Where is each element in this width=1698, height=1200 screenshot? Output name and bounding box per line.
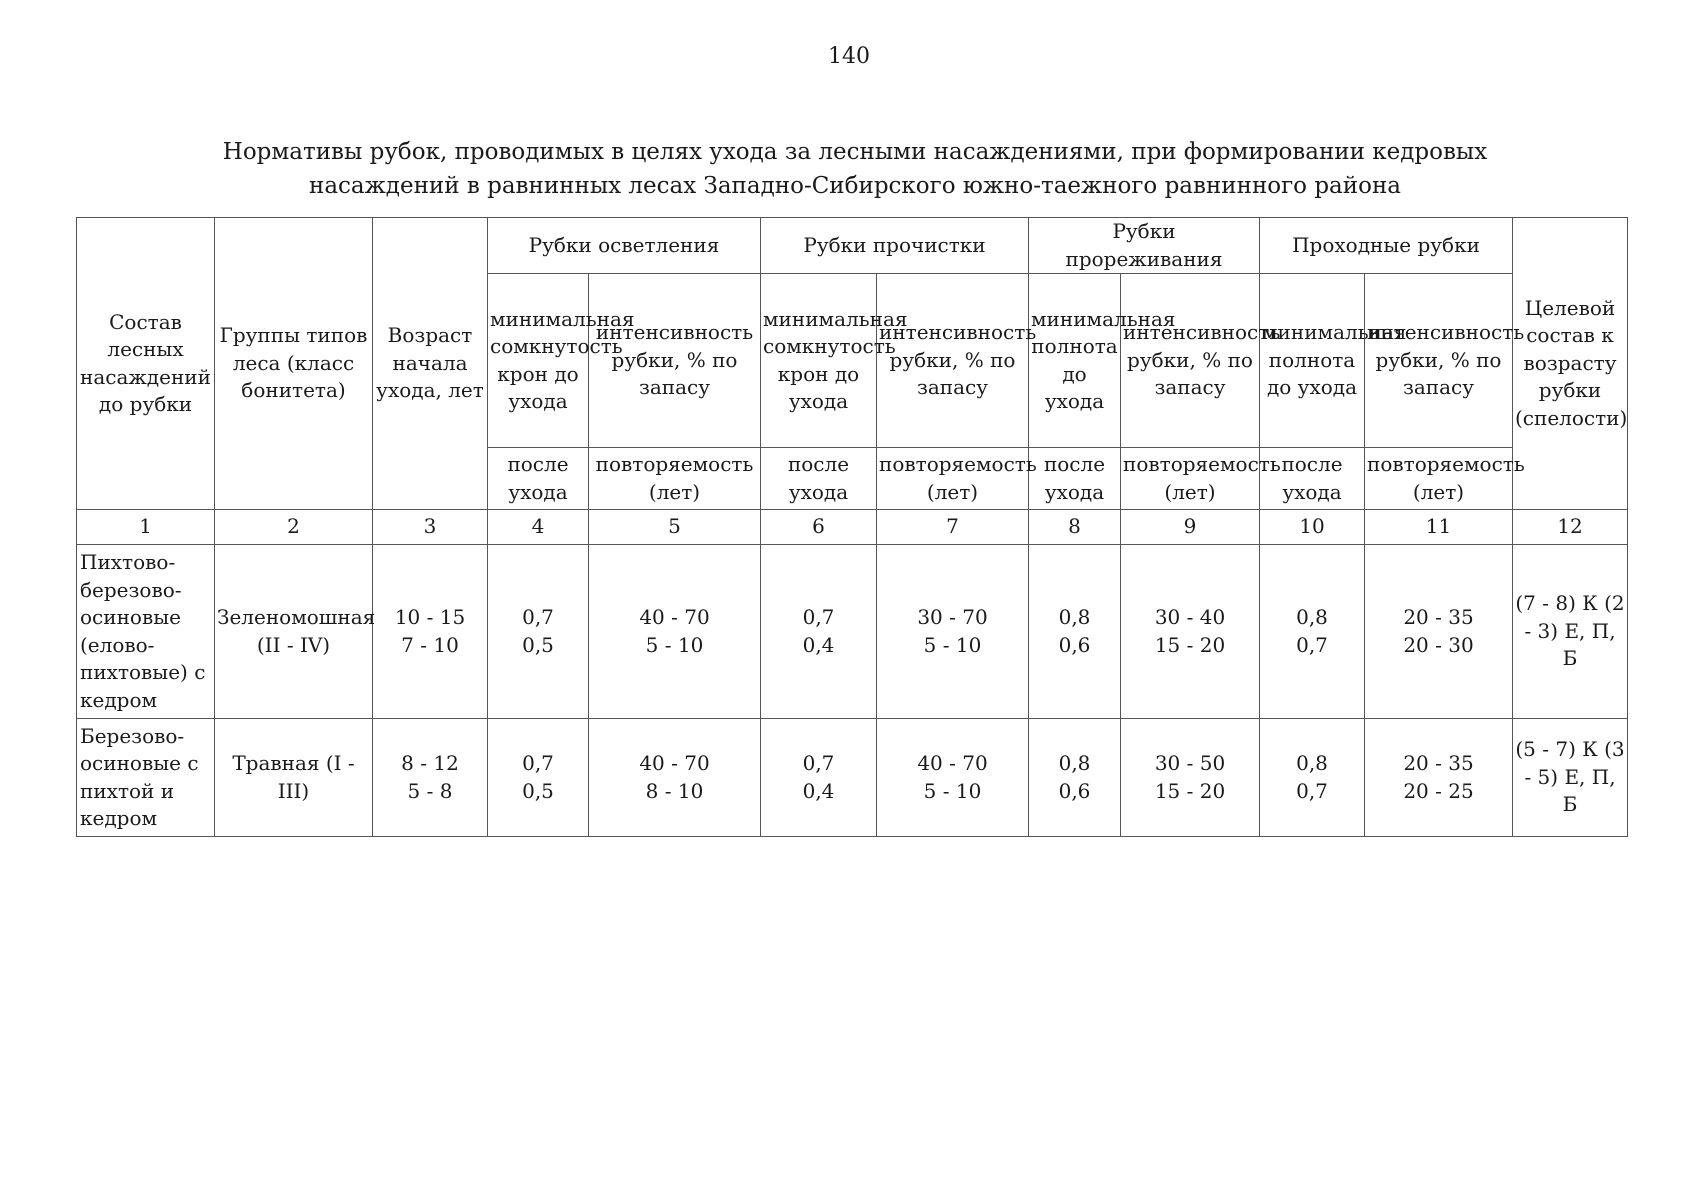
header-group-thinning: Рубки прореживания bbox=[1029, 218, 1260, 274]
composition-cell: Пихтово-березово-осиновые (елово-пихтовые) с кедром bbox=[77, 545, 215, 719]
header-target-composition: Целевой состав к возрасту рубки (спелости) bbox=[1513, 218, 1628, 510]
value-upper: 8 - 12 bbox=[401, 751, 459, 775]
value-lower: 7 - 10 bbox=[401, 632, 459, 657]
header-start-age: Возраст начала ухода, лет bbox=[373, 218, 488, 510]
value-upper: 30 - 70 bbox=[917, 605, 988, 629]
value-lower: 20 - 25 bbox=[1403, 778, 1474, 803]
document-title-line-2: насаждений в равнинных лесах Западно-Сибирского южно-таежного равнинного района bbox=[309, 173, 1401, 199]
value-cell bbox=[488, 545, 589, 719]
value-lower: 0,5 bbox=[522, 778, 554, 803]
value-lower: 15 - 20 bbox=[1154, 632, 1226, 657]
value-cell bbox=[1260, 545, 1365, 719]
table-row bbox=[77, 545, 1628, 719]
header-row-groups bbox=[77, 218, 1628, 274]
value-cell bbox=[1260, 719, 1365, 837]
value-cell bbox=[877, 719, 1029, 837]
page-number: 140 bbox=[828, 44, 870, 69]
value-lower: 0,6 bbox=[1058, 778, 1091, 803]
value-cell bbox=[1365, 545, 1513, 719]
start-age-cell bbox=[373, 719, 488, 837]
document-title bbox=[160, 135, 1550, 203]
header-forest-type: Группы типов леса (класс бонитета) bbox=[215, 218, 373, 510]
value-lower: 20 - 30 bbox=[1403, 632, 1474, 657]
value-upper: 0,7 bbox=[802, 751, 835, 775]
value-lower: 8 - 10 bbox=[645, 778, 704, 803]
header-min-closure-before: минимальная сомкнутость крон до ухода bbox=[761, 274, 877, 448]
header-min-density-before: минимальная полнота до ухода bbox=[1260, 274, 1365, 448]
value-lower: 15 - 20 bbox=[1154, 778, 1226, 803]
value-upper: 0,8 bbox=[1058, 605, 1091, 629]
forest-type-cell: Травная (I - III) bbox=[215, 719, 373, 837]
value-cell bbox=[761, 719, 877, 837]
column-number: 10 bbox=[1260, 510, 1365, 545]
value-cell bbox=[877, 545, 1029, 719]
value-cell bbox=[761, 545, 877, 719]
header-intensity: интенсивность рубки, % по запасу bbox=[1121, 274, 1260, 448]
value-cell bbox=[1365, 719, 1513, 837]
column-number: 2 bbox=[215, 510, 373, 545]
value-lower: 0,7 bbox=[1296, 632, 1328, 657]
header-intensity: интенсивность рубки, % по запасу bbox=[877, 274, 1029, 448]
header-composition: Состав лесных насаждений до рубки bbox=[77, 218, 215, 510]
value-lower: 0,6 bbox=[1058, 632, 1091, 657]
value-upper: 0,8 bbox=[1296, 605, 1328, 629]
start-age-cell bbox=[373, 545, 488, 719]
value-cell bbox=[1029, 545, 1121, 719]
value-lower: 0,7 bbox=[1296, 778, 1328, 803]
column-number-row bbox=[77, 510, 1628, 545]
header-intensity: интенсивность рубки, % по запасу bbox=[1365, 274, 1513, 448]
header-min-density-before: минимальная полнота до ухода bbox=[1029, 274, 1121, 448]
value-upper: 0,7 bbox=[522, 605, 554, 629]
norms-table bbox=[76, 217, 1628, 837]
target-composition-cell: (7 - 8) К (2 - 3) Е, П, Б bbox=[1513, 545, 1628, 719]
value-cell bbox=[1121, 719, 1260, 837]
value-upper: 0,8 bbox=[1296, 751, 1328, 775]
value-upper: 40 - 70 bbox=[639, 751, 710, 775]
value-lower: 5 - 10 bbox=[645, 632, 704, 657]
header-group-cleaning: Рубки прочистки bbox=[761, 218, 1029, 274]
composition-cell: Березово-осиновые с пихтой и кедром bbox=[77, 719, 215, 837]
header-repeat-period: повторяемость (лет) bbox=[1121, 448, 1260, 510]
column-number: 6 bbox=[761, 510, 877, 545]
column-number: 1 bbox=[77, 510, 215, 545]
value-upper: 40 - 70 bbox=[917, 751, 988, 775]
value-upper: 0,7 bbox=[802, 605, 835, 629]
column-number: 11 bbox=[1365, 510, 1513, 545]
value-upper: 30 - 50 bbox=[1154, 751, 1226, 775]
column-number: 4 bbox=[488, 510, 589, 545]
header-repeat-period: повторяемость (лет) bbox=[589, 448, 761, 510]
value-upper: 10 - 15 bbox=[394, 605, 466, 629]
value-cell bbox=[488, 719, 589, 837]
column-number: 5 bbox=[589, 510, 761, 545]
column-number: 12 bbox=[1513, 510, 1628, 545]
table-row bbox=[77, 719, 1628, 837]
header-after-care: после ухода bbox=[1029, 448, 1121, 510]
value-upper: 40 - 70 bbox=[639, 605, 710, 629]
target-composition-cell: (5 - 7) К (3 - 5) Е, П, Б bbox=[1513, 719, 1628, 837]
header-intensity: интенсивность рубки, % по запасу bbox=[589, 274, 761, 448]
header-after-care: после ухода bbox=[1260, 448, 1365, 510]
value-lower: 0,5 bbox=[522, 632, 554, 657]
value-cell bbox=[1121, 545, 1260, 719]
value-upper: 30 - 40 bbox=[1154, 605, 1226, 629]
header-group-lightening: Рубки осветления bbox=[488, 218, 761, 274]
value-cell bbox=[589, 719, 761, 837]
value-lower: 0,4 bbox=[802, 632, 835, 657]
value-lower: 0,4 bbox=[802, 778, 835, 803]
header-after-care: после ухода bbox=[488, 448, 589, 510]
value-cell bbox=[589, 545, 761, 719]
value-upper: 0,8 bbox=[1058, 751, 1091, 775]
value-upper: 0,7 bbox=[522, 751, 554, 775]
value-upper: 20 - 35 bbox=[1403, 751, 1474, 775]
column-number: 8 bbox=[1029, 510, 1121, 545]
column-number: 7 bbox=[877, 510, 1029, 545]
header-group-passage: Проходные рубки bbox=[1260, 218, 1513, 274]
value-lower: 5 - 10 bbox=[923, 778, 982, 803]
header-repeat-period: повторяемость (лет) bbox=[877, 448, 1029, 510]
value-lower: 5 - 10 bbox=[923, 632, 982, 657]
header-repeat-period: повторяемость (лет) bbox=[1365, 448, 1513, 510]
header-min-closure-before: минимальная сомкнутость крон до ухода bbox=[488, 274, 589, 448]
document-title-line-1: Нормативы рубок, проводимых в целях ухода за лесными насаждениями, при формировании кедровых bbox=[222, 139, 1488, 165]
column-number: 9 bbox=[1121, 510, 1260, 545]
forest-type-cell: Зеленомошная (II - IV) bbox=[215, 545, 373, 719]
value-lower: 5 - 8 bbox=[407, 778, 453, 803]
header-after-care: после ухода bbox=[761, 448, 877, 510]
column-number: 3 bbox=[373, 510, 488, 545]
value-upper: 20 - 35 bbox=[1403, 605, 1474, 629]
value-cell bbox=[1029, 719, 1121, 837]
